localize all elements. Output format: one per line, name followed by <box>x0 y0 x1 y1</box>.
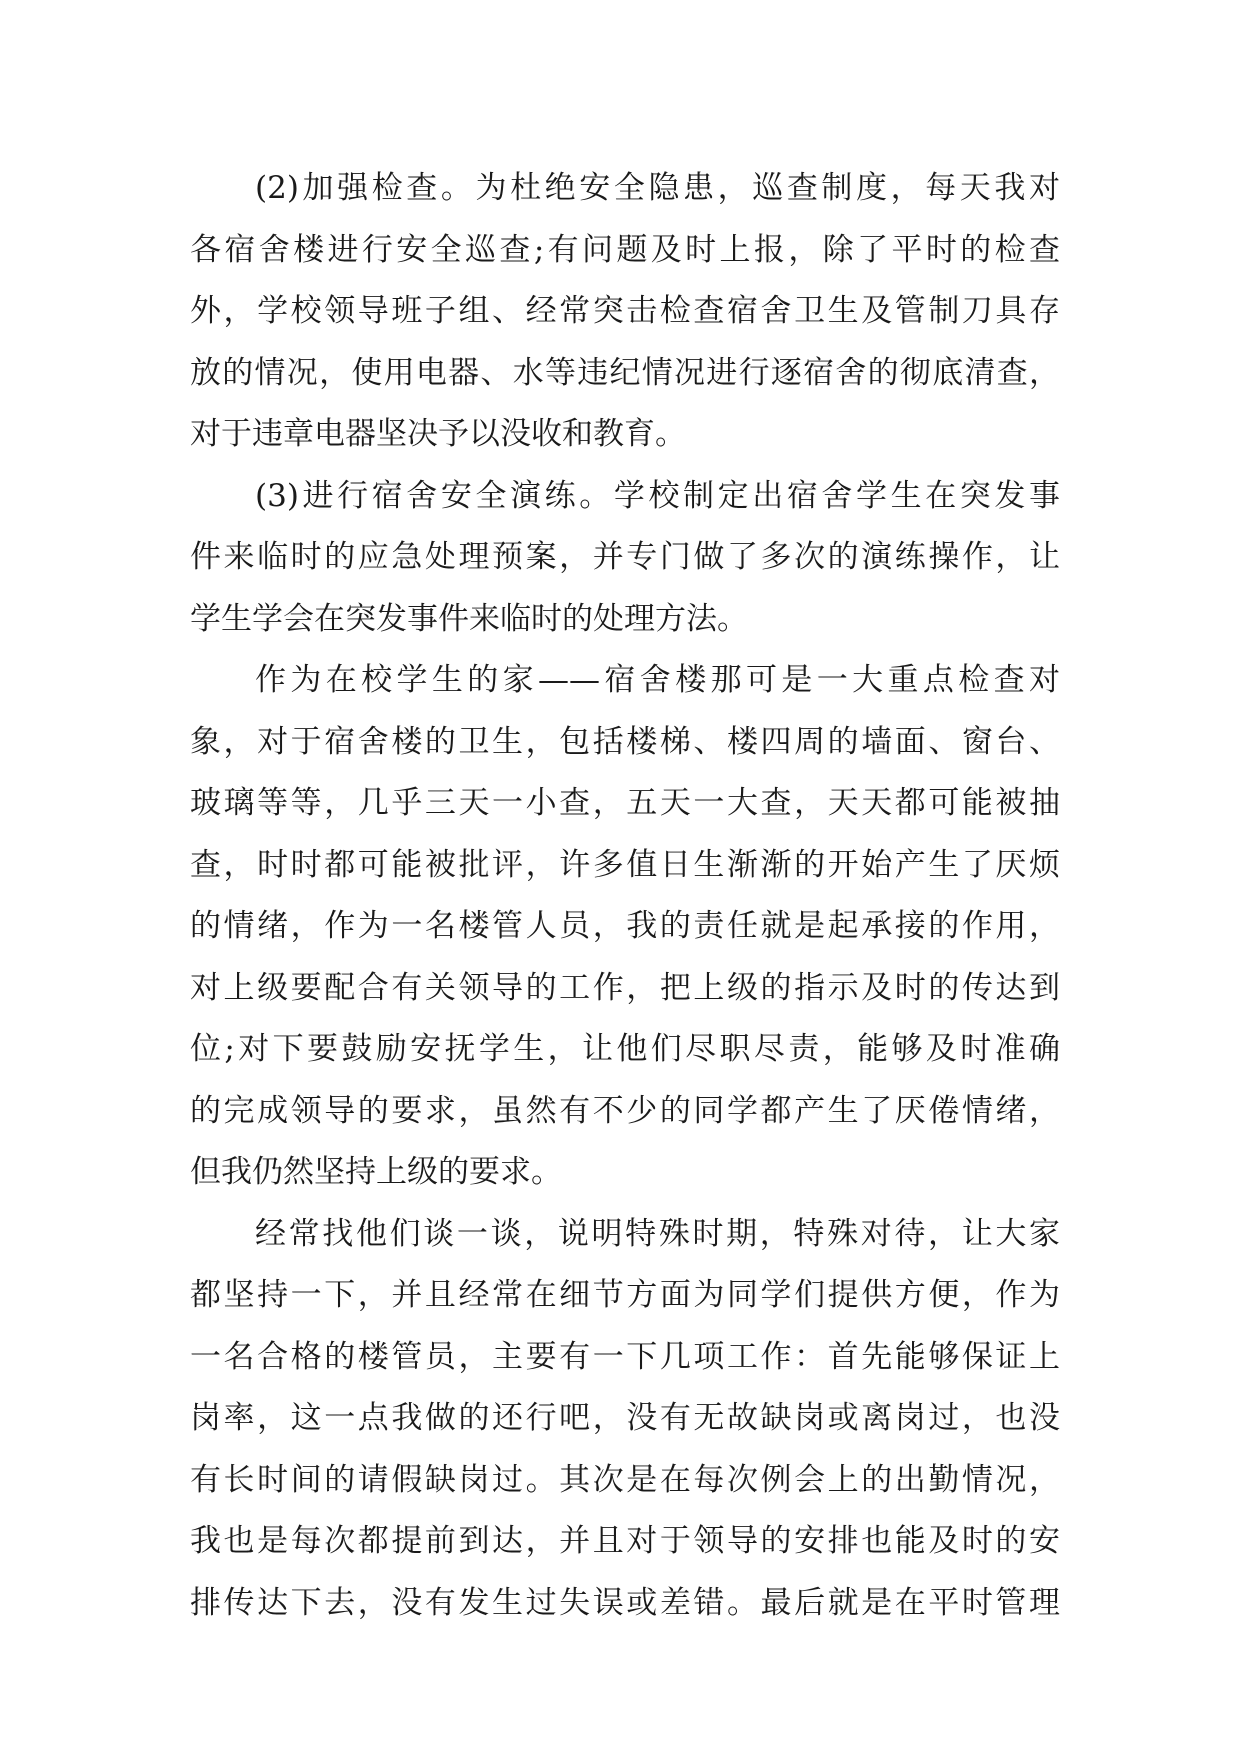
text-line: 玻璃等等，几乎三天一小查，五天一大查，天天都可能被抽 <box>190 785 1060 821</box>
text-line: 的情绪，作为一名楼管人员，我的责任就是起承接的作用， <box>190 908 1060 944</box>
text-line: 的完成领导的要求，虽然有不少的同学都产生了厌倦情绪， <box>190 1092 1060 1129</box>
text-line: (3)进行宿舍安全演练。学校制定出宿舍学生在突发事 <box>255 477 1060 514</box>
paragraph <box>190 650 1060 1204</box>
text-line: 但我仍然坚持上级的要求。 <box>190 1154 562 1190</box>
text-line: 有长时间的请假缺岗过。其次是在每次例会上的出勤情况， <box>190 1461 1060 1498</box>
text-line: 作为在校学生的家——宿舍楼那可是一大重点检查对 <box>255 662 1060 698</box>
text-line: 查，时时都可能被批评，许多值日生渐渐的开始产生了厌烦 <box>190 846 1060 883</box>
text-line: 外，学校领导班子组、经常突击检查宿舍卫生及管制刀具存 <box>190 293 1060 329</box>
text-line: 放的情况，使用电器、水等违纪情况进行逐宿舍的彻底清查， <box>190 354 1060 391</box>
document-body <box>190 158 1060 1634</box>
text-line: 都坚持一下，并且经常在细节方面为同学们提供方便，作为 <box>190 1277 1060 1313</box>
text-line: 位;对下要鼓励安抚学生，让他们尽职尽责，能够及时准确 <box>190 1031 1060 1067</box>
text-line: 件来临时的应急处理预案，并专门做了多次的演练操作，让 <box>190 539 1060 575</box>
text-line: 对于违章电器坚决予以没收和教育。 <box>190 416 686 452</box>
text-line: 对上级要配合有关领导的工作，把上级的指示及时的传达到 <box>190 969 1060 1006</box>
text-line: 经常找他们谈一谈，说明特殊时期，特殊对待，让大家 <box>255 1215 1060 1252</box>
text-line: 各宿舍楼进行安全巡查;有问题及时上报，除了平时的检查 <box>190 231 1060 268</box>
text-line: 我也是每次都提前到达，并且对于领导的安排也能及时的安 <box>190 1523 1060 1559</box>
text-line: 岗率，这一点我做的还行吧，没有无故缺岗或离岗过，也没 <box>190 1400 1060 1436</box>
text-line: 一名合格的楼管员，主要有一下几项工作：首先能够保证上 <box>190 1338 1060 1375</box>
text-line: 排传达下去，没有发生过失误或差错。最后就是在平时管理 <box>190 1584 1060 1621</box>
paragraph <box>190 466 1060 651</box>
paragraph <box>190 1204 1060 1635</box>
paragraph <box>190 158 1060 466</box>
text-line: 学生学会在突发事件来临时的处理方法。 <box>190 600 748 637</box>
text-line: (2)加强检查。为杜绝安全隐患，巡查制度，每天我对 <box>255 170 1060 206</box>
text-line: 象，对于宿舍楼的卫生，包括楼梯、楼四周的墙面、窗台、 <box>190 723 1060 760</box>
